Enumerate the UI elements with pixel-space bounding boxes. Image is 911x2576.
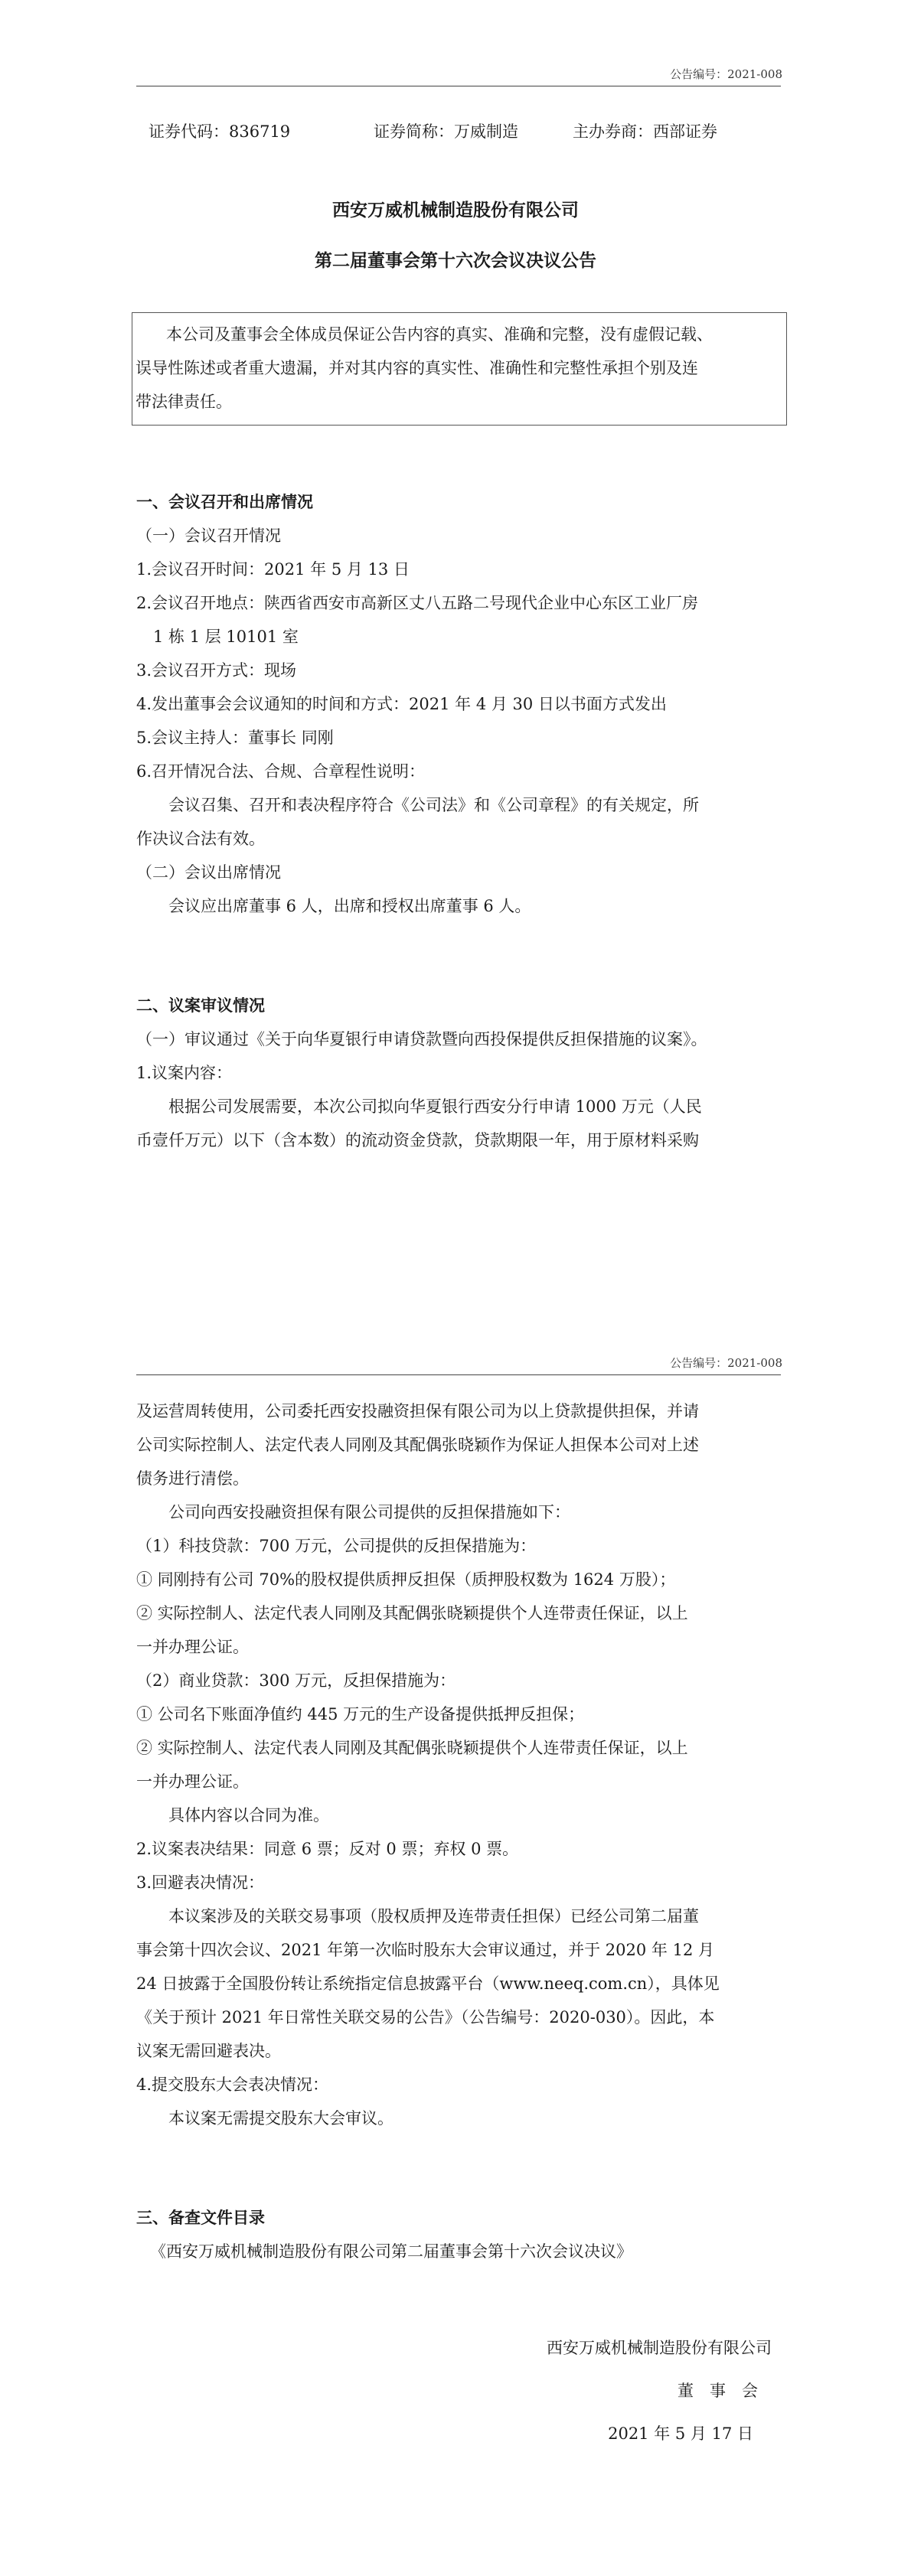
disclaimer-line-1: 本公司及董事会全体成员保证公告内容的真实、准确和完整，没有虚假记载、 [166,325,713,344]
reference-document: 《西安万威机械制造股份有限公司第二届董事会第十六次会议决议》 [150,2242,632,2261]
section-1-sub-1: （一）会议召开情况 [136,527,281,545]
meeting-method: 3.会议召开方式：现场 [136,661,297,680]
section-1-heading: 一、会议召开和出席情况 [136,492,313,511]
motion-title: （一）审议通过《关于向华夏银行申请贷款暨向西投保提供反担保措施的议案》。 [136,1030,707,1048]
section-3-heading: 三、备查文件目录 [136,2208,265,2227]
meeting-legality-text-cont: 作决议合法有效。 [136,830,265,848]
page-2 [0,1293,911,2576]
section-1-sub-2: （二）会议出席情况 [136,863,281,882]
recusal-label: 3.回避表决情况： [136,1873,265,1892]
business-loan-measure-2-cont: 一并办理公证。 [136,1772,249,1791]
signature-company: 西安万威机械制造股份有限公司 [547,2339,772,2357]
header-notice-number-2: 公告编号：2021-008 [670,1356,782,1370]
meeting-location-cont: 1 栋 1 层 10101 室 [153,628,299,646]
recusal-text-4: 《关于预计 2021 年日常性关联交易的公告》（公告编号：2020-030）。因此，本 [136,2008,715,2027]
tech-loan-measure-2: ② 实际控制人、法定代表人同刚及其配偶张晓颖提供个人连带责任保证，以上 [136,1604,688,1622]
vote-result: 2.议案表决结果：同意 6 票；反对 0 票；弃权 0 票。 [136,1840,519,1858]
meeting-host: 5.会议主持人：董事长 同刚 [136,729,334,747]
disclaimer-line-3: 带法律责任。 [136,393,232,411]
motion-content-line-5: 债务进行清偿。 [136,1469,249,1488]
securities-short-name: 证券简称：万威制造 [374,122,518,141]
tech-loan-heading: （1）科技贷款：700 万元，公司提供的反担保措施为： [136,1537,537,1555]
motion-content-line-2: 币壹仟万元）以下（含本数）的流动资金贷款，贷款期限一年，用于原材料采购 [136,1131,699,1149]
shareholder-text: 本议案无需提交股东大会审议。 [168,2109,393,2128]
disclaimer-line-2: 误导性陈述或者重大遗漏，并对其内容的真实性、准确性和完整性承担个别及连 [136,359,698,377]
recusal-text-5: 议案无需回避表决。 [136,2042,281,2060]
company-title: 西安万威机械制造股份有限公司 [332,200,579,220]
motion-content-line-4: 公司实际控制人、法定代表人同刚及其配偶张晓颖作为保证人担保本公司对上述 [136,1436,699,1454]
meeting-location: 2.会议召开地点：陕西省西安市高新区丈八五路二号现代企业中心东区工业厂房 [136,594,699,612]
contract-note: 具体内容以合同为准。 [168,1806,329,1824]
securities-sponsor: 主办券商：西部证券 [573,122,717,141]
signature-board: 董 事 会 [678,2382,758,2400]
motion-content-line-3: 及运营周转使用，公司委托西安投融资担保有限公司为以上贷款提供担保，并请 [136,1402,699,1420]
shareholder-label: 4.提交股东大会表决情况： [136,2075,329,2094]
meeting-title: 第二届董事会第十六次会议决议公告 [315,250,596,271]
meeting-time: 1.会议召开时间：2021 年 5 月 13 日 [136,560,410,579]
header-rule-2 [136,1374,781,1375]
tech-loan-measure-2-cont: 一并办理公证。 [136,1638,249,1656]
recusal-text-2: 事会第十四次会议、2021 年第一次临时股东大会审议通过，并于 2020 年 12 月 [136,1941,714,1959]
recusal-text-3: 24 日披露于全国股份转让系统指定信息披露平台（www.neeq.com.cn），具体见 [136,1974,720,1993]
securities-code: 证券代码：836719 [149,122,291,141]
recusal-text-1: 本议案涉及的关联交易事项（股权质押及连带责任担保）已经公司第二届董 [168,1907,699,1925]
meeting-legality-label: 6.召开情况合法、合规、合章程性说明： [136,762,426,781]
attendance-text: 会议应出席董事 6 人，出席和授权出席董事 6 人。 [168,897,531,915]
meeting-notice: 4.发出董事会会议通知的时间和方式：2021 年 4 月 30 日以书面方式发出 [136,695,667,713]
motion-content-line-1: 根据公司发展需要，本次公司拟向华夏银行西安分行申请 1000 万元（人民 [168,1097,702,1116]
disclaimer-box [132,312,787,426]
business-loan-measure-2: ② 实际控制人、法定代表人同刚及其配偶张晓颖提供个人连带责任保证，以上 [136,1739,688,1757]
business-loan-heading: （2）商业贷款：300 万元，反担保措施为： [136,1671,456,1690]
header-notice-number: 公告编号：2021-008 [670,67,782,81]
meeting-legality-text: 会议召集、召开和表决程序符合《公司法》和《公司章程》的有关规定，所 [168,796,699,814]
tech-loan-measure-1: ① 同刚持有公司 70%的股权提供质押反担保（质押股权数为 1624 万股）； [136,1570,676,1589]
counter-guarantee-intro: 公司向西安投融资担保有限公司提供的反担保措施如下： [168,1503,570,1521]
motion-content-label: 1.议案内容： [136,1064,233,1082]
business-loan-measure-1: ① 公司名下账面净值约 445 万元的生产设备提供抵押反担保； [136,1705,585,1723]
section-2-heading: 二、议案审议情况 [136,996,265,1015]
signature-date: 2021 年 5 月 17 日 [608,2424,753,2443]
